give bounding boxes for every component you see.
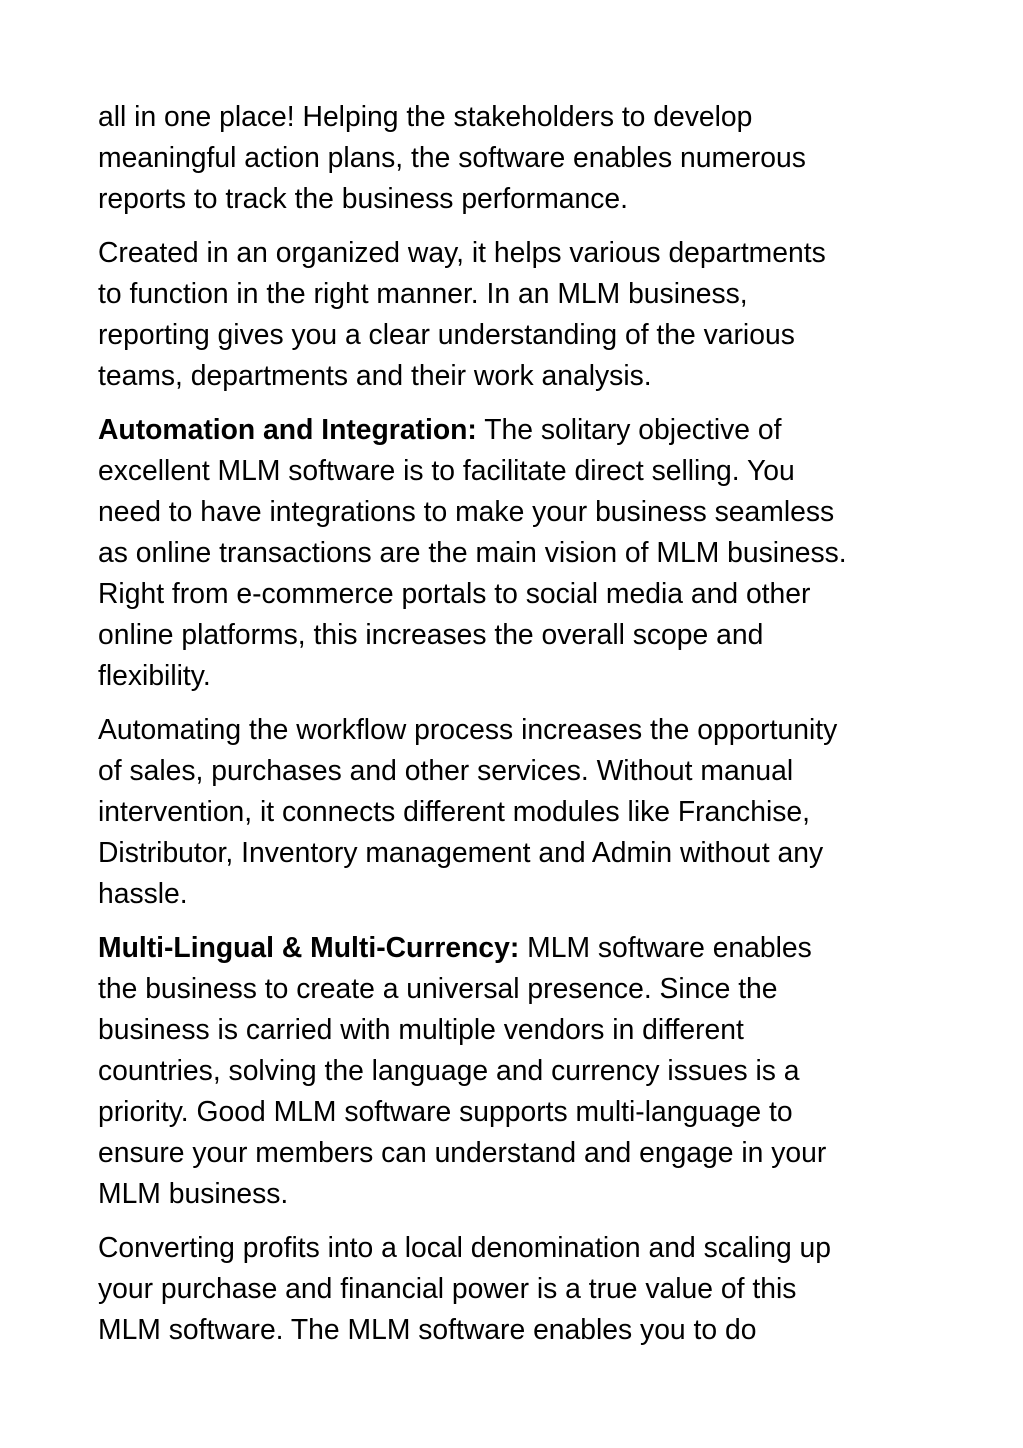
document-body — [98, 96, 928, 1363]
section-heading: Multi-Lingual & Multi-Currency: — [98, 931, 520, 963]
paragraph — [98, 709, 928, 914]
paragraph — [98, 927, 928, 1214]
paragraph — [98, 409, 928, 696]
section-heading: Automation and Integration: — [98, 413, 477, 445]
paragraph — [98, 96, 928, 219]
paragraph-text: all in one place! Helping the stakeholders to develop meaningful action plans, the software enables numerous reports to track the business performance. — [98, 100, 806, 214]
paragraph-text: Created in an organized way, it helps various departments to function in the right manner. In an MLM business, reporting gives you a clear understanding of the various teams, departments and their work analysis. — [98, 236, 826, 391]
paragraph-text: Automating the workflow process increases the opportunity of sales, purchases and other services. Without manual intervention, it connects different modules like Franchise, Distributor, Inventory management and Admin without any hassle. — [98, 713, 838, 909]
paragraph-text: The solitary objective of excellent MLM software is to facilitate direct selling. You need to have integrations to make your business seamless as online transactions are the main vision of MLM business. Right from e-commerce portals to social media and other online platforms, this increases the overall scope and flexibility. — [98, 413, 847, 691]
paragraph — [98, 1227, 928, 1350]
paragraph-text: Converting profits into a local denomination and scaling up your purchase and financial power is a true value of this MLM software. The MLM software enables you to do — [98, 1231, 832, 1345]
paragraph — [98, 232, 928, 396]
paragraph-text: MLM software enables the business to create a universal presence. Since the business is carried with multiple vendors in different countries, solving the language and currency issues is a priority. Good MLM software supports multi-language to ensure your members can understand and engage in your MLM business. — [98, 931, 827, 1209]
